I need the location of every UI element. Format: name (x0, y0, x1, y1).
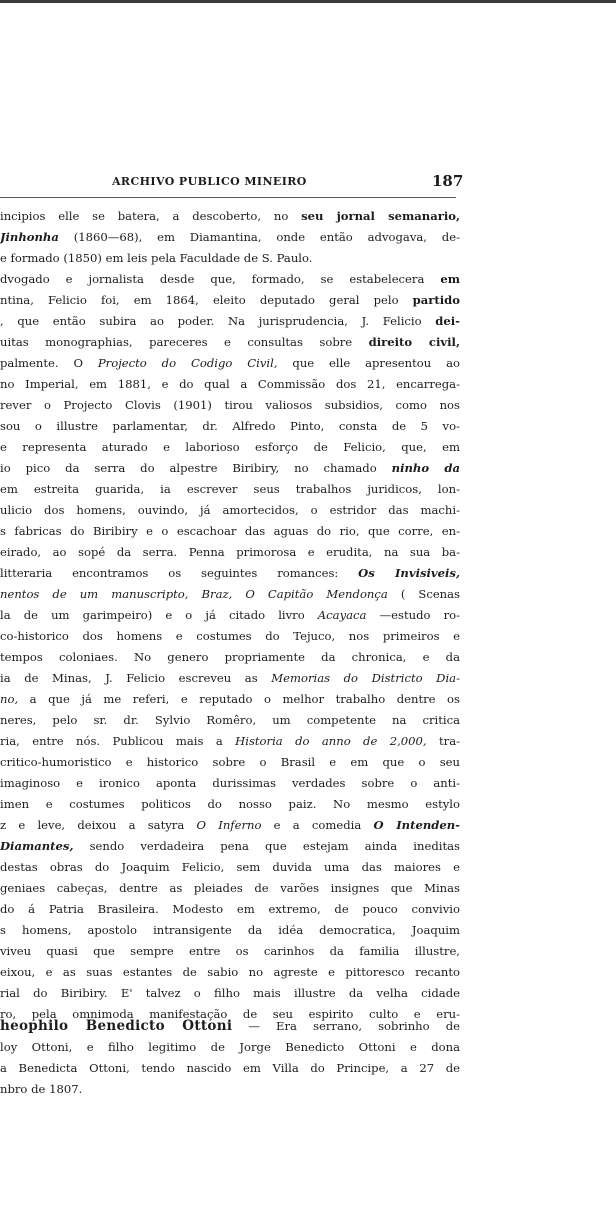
text-run: Memorias do Districto Dia- (271, 671, 460, 685)
text-line (0, 563, 460, 584)
text-line (0, 836, 460, 857)
text-line (0, 479, 460, 500)
text-run: do á Patria Brasileira. Modesto em extremo, de pouco convivio (0, 902, 460, 916)
text-run: uitas monographias, pareceres e consultas sobre (0, 335, 369, 349)
text-line (0, 374, 460, 395)
text-run: rial do Biribiry. E' talvez o filho mais illustre da velha cidade (0, 986, 460, 1000)
text-run: a Benedicta Ottoni, tendo nascido em Villa do Principe, a 27 de (0, 1061, 460, 1075)
text-run: viveu quasi que sempre entre os carinhos da familia illustre, (0, 944, 460, 958)
text-run: e representa aturado e laborioso esforço de Felicio, que, em (0, 440, 460, 454)
text-run: tra- (426, 734, 460, 748)
text-line (0, 857, 460, 878)
text-run: incipios elle se batera, a descoberto, no (0, 209, 302, 223)
text-line (0, 647, 460, 668)
text-run: co-historico dos homens e costumes do Tejuco, nos primeiros e (0, 629, 460, 643)
text-line (0, 941, 460, 962)
text-run: tempos coloniaes. No genero propriamente da chronica, e da (0, 650, 460, 664)
text-line (0, 962, 460, 983)
text-run: ntina, Felicio foi, em 1864, eleito deputado geral pelo (0, 293, 413, 307)
text-run: , que então subira ao poder. Na jurisprudencia, J. Felicio (0, 314, 436, 328)
text-line (0, 269, 460, 290)
text-line (0, 311, 460, 332)
text-run: ro, pela omnimoda manifestação de seu espirito culto e eru- (0, 1007, 460, 1021)
biography-paragraph (0, 1016, 460, 1100)
text-line (0, 773, 460, 794)
text-line (0, 899, 460, 920)
text-run: O Capitão Mendonça (245, 587, 388, 601)
text-run: loy Ottoni, e filho legitimo de Jorge Benedicto Ottoni e dona (0, 1040, 460, 1054)
running-head (0, 172, 616, 194)
header-rule (0, 197, 456, 198)
text-run: eirado, ao sopé da serra. Penna primorosa e erudita, na sua ba- (0, 545, 460, 559)
text-run: O Inferno (196, 818, 262, 832)
text-run: nbro de 1807. (0, 1082, 83, 1096)
text-run: nentos de um manuscripto, Braz, (0, 587, 233, 601)
text-run: no Imperial, em 1881, e do qual a Commissão dos 21, encarrega- (0, 377, 460, 391)
text-line (0, 584, 460, 605)
text-run: Projecto do Codigo Civil, (97, 356, 278, 370)
text-run: (1860—68), em Diamantina, onde então advogava, de- (58, 230, 460, 244)
text-run: — Era serrano, sobrinho de (232, 1019, 460, 1033)
text-line (0, 332, 460, 353)
text-line (0, 878, 460, 899)
text-run: em (440, 272, 460, 286)
text-line (0, 689, 460, 710)
text-run: no, (0, 692, 19, 706)
text-line (0, 668, 460, 689)
text-run: ulicio dos homens, ouvindo, já amortecidos, o estridor das machi- (0, 503, 460, 517)
text-run: dei- (435, 314, 460, 328)
text-run: rever o Projecto Clovis (1901) tirou valiosos subsidios, como nos (0, 398, 460, 412)
text-run: critico-humoristico e historico sobre o Brasil e em que o seu (0, 755, 460, 769)
text-run: e a comedia (261, 818, 374, 832)
text-run: Os Invisiveis, (358, 566, 460, 580)
text-line (0, 458, 460, 479)
text-line (0, 353, 460, 374)
running-title: ARCHIVO PUBLICO MINEIRO (112, 175, 307, 188)
text-run: —estudo ro- (366, 608, 460, 622)
text-run: litteraria encontramos os seguintes romances: (0, 566, 359, 580)
page-number: 187 (432, 172, 464, 190)
text-run: ria, entre nós. Publicou mais a (0, 734, 236, 748)
text-run: eixou, e as suas estantes de sabio no agreste e pittoresco recanto (0, 965, 460, 979)
text-run: que elle apresentou ao (277, 356, 460, 370)
text-line (0, 794, 460, 815)
text-run: neres, pelo sr. dr. Sylvio Romêro, um competente na critica (0, 713, 460, 727)
text-line (0, 920, 460, 941)
text-run: Acayaca (317, 608, 367, 622)
text-run: ia de Minas, J. Felicio escreveu as (0, 671, 272, 685)
text-line (0, 437, 460, 458)
text-run: imen e costumes politicos do nosso paiz. No mesmo estylo (0, 797, 460, 811)
text-run: seu jornal semanario, (301, 209, 460, 223)
text-line (0, 983, 460, 1004)
text-run: partido (412, 293, 460, 307)
entry-name: heophilo Benedicto Ottoni (0, 1018, 233, 1034)
text-line (0, 248, 460, 269)
text-run: dvogado e jornalista desde que, formado, se estabelecera (0, 272, 441, 286)
text-run: io pico da serra do alpestre Biribiry, no chamado (0, 461, 392, 475)
text-run: Diamantes, (0, 839, 74, 853)
text-line (0, 815, 460, 836)
text-run: O Intenden- (373, 818, 460, 832)
text-line (0, 1016, 460, 1037)
text-line (0, 710, 460, 731)
text-run: geniaes cabeças, dentre as pleiades de varões insignes que Minas (0, 881, 460, 895)
text-run: destas obras do Joaquim Felicio, sem duvida uma das maiores e (0, 860, 460, 874)
text-run (232, 587, 245, 601)
text-line (0, 395, 460, 416)
text-run: Historia do anno de 2,000, (235, 734, 427, 748)
text-line (0, 206, 460, 227)
text-run: sou o illustre parlamentar, dr. Alfredo Pinto, consta de 5 vo- (0, 419, 460, 433)
text-line (0, 626, 460, 647)
text-run: direito civil, (368, 335, 460, 349)
text-run: s fabricas do Biribiry e o escachoar das aguas do rio, que corre, en- (0, 524, 460, 538)
text-line (0, 416, 460, 437)
text-line (0, 605, 460, 626)
text-run: s homens, apostolo intransigente da idéa democratica, Joaquim (0, 923, 460, 937)
text-line (0, 500, 460, 521)
body-paragraph (0, 206, 460, 1025)
text-run: la de um garimpeiro) e o já citado livro (0, 608, 318, 622)
text-line (0, 542, 460, 563)
text-line (0, 521, 460, 542)
text-line (0, 227, 460, 248)
text-run: ninho da (391, 461, 460, 475)
text-line (0, 1037, 460, 1058)
text-run: e formado (1850) em leis pela Faculdade de S. Paulo. (0, 251, 313, 265)
text-run: sendo verdadeira pena que estejam ainda ineditas (73, 839, 460, 853)
text-line (0, 1058, 460, 1079)
text-run: imaginoso e ironico aponta durissimas verdades sobre o anti- (0, 776, 460, 790)
text-line (0, 290, 460, 311)
text-run: a que já me referi, e reputado o melhor trabalho dentre os (18, 692, 460, 706)
text-run: Jinhonha (0, 230, 59, 244)
text-line (0, 731, 460, 752)
text-line (0, 752, 460, 773)
text-line (0, 1079, 460, 1100)
text-run: em estreita guarida, ia escrever seus trabalhos juridicos, lon- (0, 482, 460, 496)
text-run: ( Scenas (387, 587, 460, 601)
text-run: palmente. O (0, 356, 98, 370)
text-run: z e leve, deixou a satyra (0, 818, 197, 832)
